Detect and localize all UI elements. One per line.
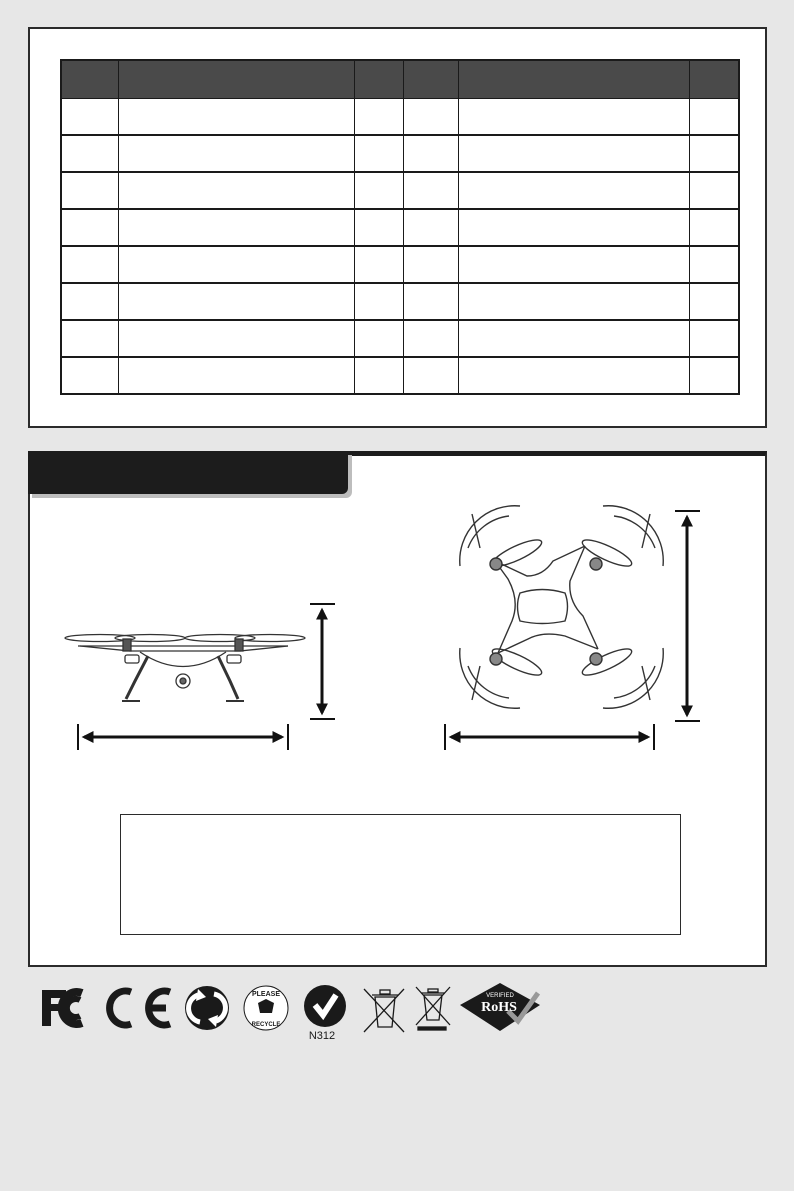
header-name: [118, 60, 354, 99]
table-cell: [458, 246, 689, 283]
table-cell: [458, 357, 689, 394]
table-cell: [354, 172, 403, 209]
table-cell: [118, 283, 354, 320]
table-cell: [118, 357, 354, 394]
table-row: [61, 320, 739, 357]
table-cell: [61, 99, 118, 136]
table-cell: [118, 172, 354, 209]
c-tick-code: N312: [308, 1030, 336, 1042]
table-row: [61, 135, 739, 172]
table-row: [61, 246, 739, 283]
table-cell: [403, 209, 458, 246]
table-cell: [118, 99, 354, 136]
table-cell: [458, 99, 689, 136]
ce-mark: [110, 991, 170, 1025]
recycle-text: RECYCLE: [251, 1022, 281, 1028]
table-cell: [354, 135, 403, 172]
table-cell: [354, 320, 403, 357]
header-qty-2: [689, 60, 739, 99]
table-cell: [458, 135, 689, 172]
table-cell: [403, 357, 458, 394]
rohs-verified-text: VERIFIED: [486, 993, 514, 999]
table-cell: [354, 209, 403, 246]
table-cell: [403, 99, 458, 136]
table-cell: [403, 246, 458, 283]
please-text: PLEASE: [251, 991, 281, 998]
table-cell: [458, 320, 689, 357]
table-cell: [689, 320, 739, 357]
rohs-text: RoHS: [481, 1000, 517, 1015]
table-row: [61, 172, 739, 209]
table-cell: [689, 172, 739, 209]
table-cell: [61, 135, 118, 172]
certification-strip: [0, 975, 560, 1045]
table-cell: [403, 283, 458, 320]
parts-list-panel: [28, 27, 767, 428]
note-box: [120, 814, 681, 935]
specification-panel: [28, 451, 767, 967]
table-cell: [61, 320, 118, 357]
table-cell: [354, 357, 403, 394]
table-cell: [118, 320, 354, 357]
header-name-2: [458, 60, 689, 99]
drone-top-view: [460, 506, 664, 709]
table-cell: [689, 209, 739, 246]
c-tick-mark: [304, 985, 346, 1042]
table-header-row: [61, 60, 739, 99]
table-cell: [61, 246, 118, 283]
rohs-verified-mark: [460, 983, 540, 1031]
table-cell: [61, 172, 118, 209]
table-row: [61, 357, 739, 394]
table-cell: [61, 357, 118, 394]
header-no-2: [403, 60, 458, 99]
table-row: [61, 99, 739, 136]
table-row: [61, 283, 739, 320]
table-cell: [689, 135, 739, 172]
table-cell: [118, 135, 354, 172]
drone-side-view: [65, 635, 305, 702]
table-cell: [689, 99, 739, 136]
fcc-mark: [42, 990, 82, 1026]
table-cell: [403, 172, 458, 209]
table-cell: [118, 209, 354, 246]
table-cell: [403, 320, 458, 357]
green-dot-mark: [185, 986, 229, 1030]
table-cell: [354, 99, 403, 136]
header-no: [61, 60, 118, 99]
table-cell: [458, 172, 689, 209]
dimension-arrows-side: [78, 604, 335, 750]
header-qty: [354, 60, 403, 99]
please-recycle-mark: [244, 986, 288, 1030]
parts-table: [60, 59, 740, 395]
table-cell: [61, 283, 118, 320]
table-cell: [354, 283, 403, 320]
table-cell: [458, 209, 689, 246]
table-cell: [403, 135, 458, 172]
weee-bin-mark: [364, 989, 404, 1032]
table-cell: [118, 246, 354, 283]
table-cell: [354, 246, 403, 283]
table-cell: [689, 357, 739, 394]
table-row: [61, 209, 739, 246]
table-cell: [689, 283, 739, 320]
table-cell: [61, 209, 118, 246]
weee-bin-bar-mark: [416, 987, 450, 1030]
table-cell: [689, 246, 739, 283]
table-cell: [458, 283, 689, 320]
